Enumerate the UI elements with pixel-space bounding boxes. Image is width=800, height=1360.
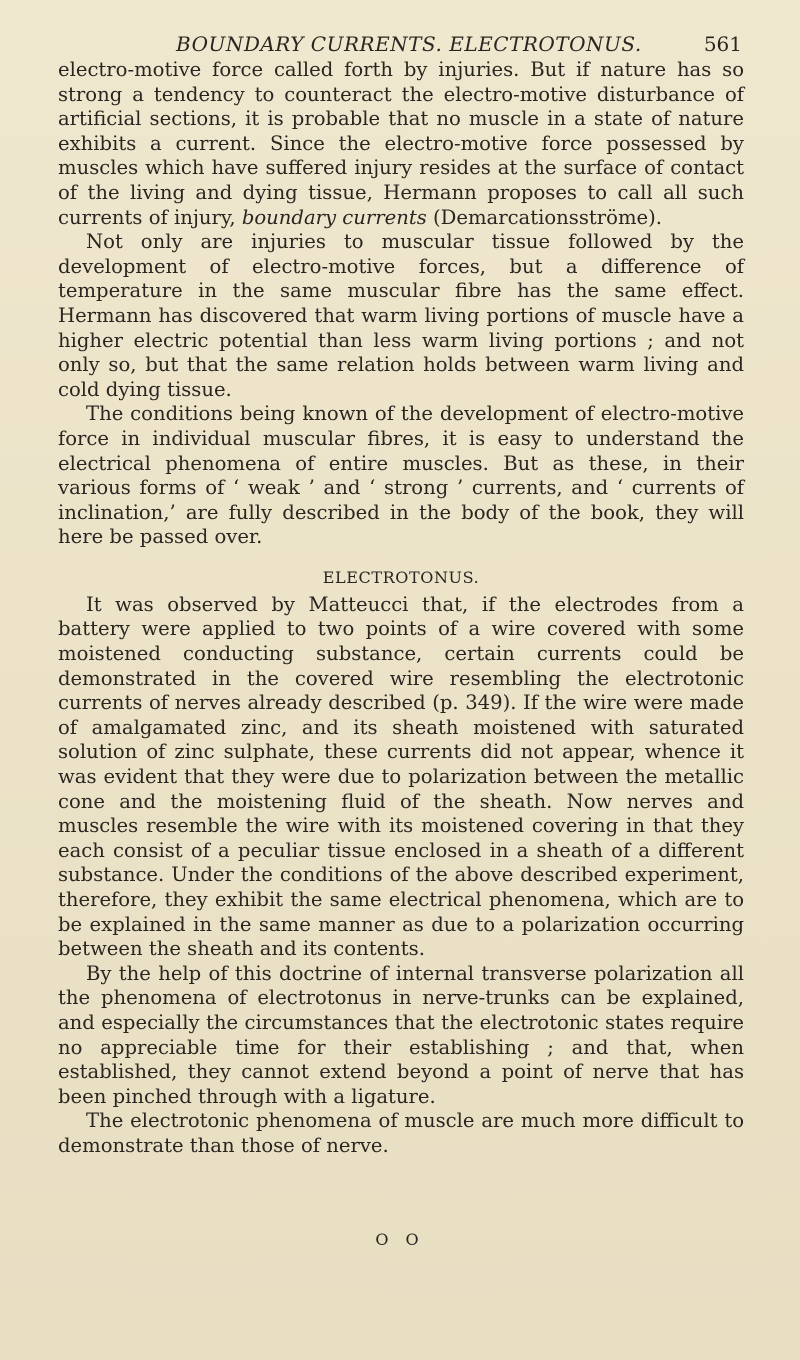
section-title: ELECTROTONUS. <box>322 567 480 587</box>
paragraph-3: The conditions being known of the development of electro-motive force in individual muscular fibres, it is easy to understand the electrical phenomena of entire muscles. But as these, in their various forms of ‘ weak ’ and ‘ strong ’ currents, and ‘ currents of inclination,’ are fully described in the body of the book, they will here be passed over. <box>58 402 744 549</box>
page-number: 561 <box>703 32 742 56</box>
paragraph-1-text: electro-motive force called forth by injuries. But if nature has so strong a tendency to counteract the electro-motive disturbance of artificial sections, it is probable that no muscle in a state of nature exhibits a current. Since the electro-motive force possessed by muscles which have suffered injury resides at the surface of contact of the living and dying tissue, Hermann proposes to call all such currents of injury, <box>58 58 744 229</box>
paragraph-2: Not only are injuries to muscular tissue followed by the development of electro-motive forces, but a difference of temperature in the same muscular fibre has the same effect. Hermann has discovered that warm living portions of muscle have a higher electric potential than less warm living portions ; and not only so, but that the same relation holds between warm living and cold dying tissue. <box>58 230 744 401</box>
section-paragraph-3: The electrotonic phenomena of muscle are much more difficult to demonstrate than those of nerve. <box>58 1109 744 1157</box>
page-header <box>58 18 744 56</box>
section-paragraph-2: By the help of this doctrine of internal transverse polarization all the phenomena of electrotonus in nerve-trunks can be explained, and especially the circumstances that the electrotonic states require no appreciable time for their establishing ; and that, when established, they cannot extend beyond a point of nerve that has been pinched through with a ligature. <box>58 961 744 1108</box>
running-head: BOUNDARY CURRENTS. ELECTROTONUS. <box>176 32 642 56</box>
paragraph-1-tail: (Demarcationsströme). <box>426 205 662 229</box>
paragraph-1 <box>58 58 744 230</box>
emphasized-term: boundary currents <box>241 205 427 229</box>
section-paragraph-1: It was observed by Matteucci that, if the electrodes from a battery were applied to two points of a wire covered with some moistened conducting substance, certain currents could be demonstrated in the covered wire resembling the electrotonic currents of nerves already described (p. 349). If the wire were made of amalgamated zinc, and its sheath moistened with saturated solution of zinc sulphate, these currents did not appear, whence it was evident that they were due to polarization between the metallic cone and the moistening fluid of the sheath. Now nerves and muscles resemble the wire with its moistened covering in that they each consist of a peculiar tissue enclosed in a sheath of a different substance. Under the conditions of the above described experiment, therefore, they exhibit the same electrical phenomena, which are to be explained in the same manner as due to a polarization occurring between the sheath and its contents. <box>58 592 744 961</box>
signature-mark: O O <box>375 1230 425 1249</box>
